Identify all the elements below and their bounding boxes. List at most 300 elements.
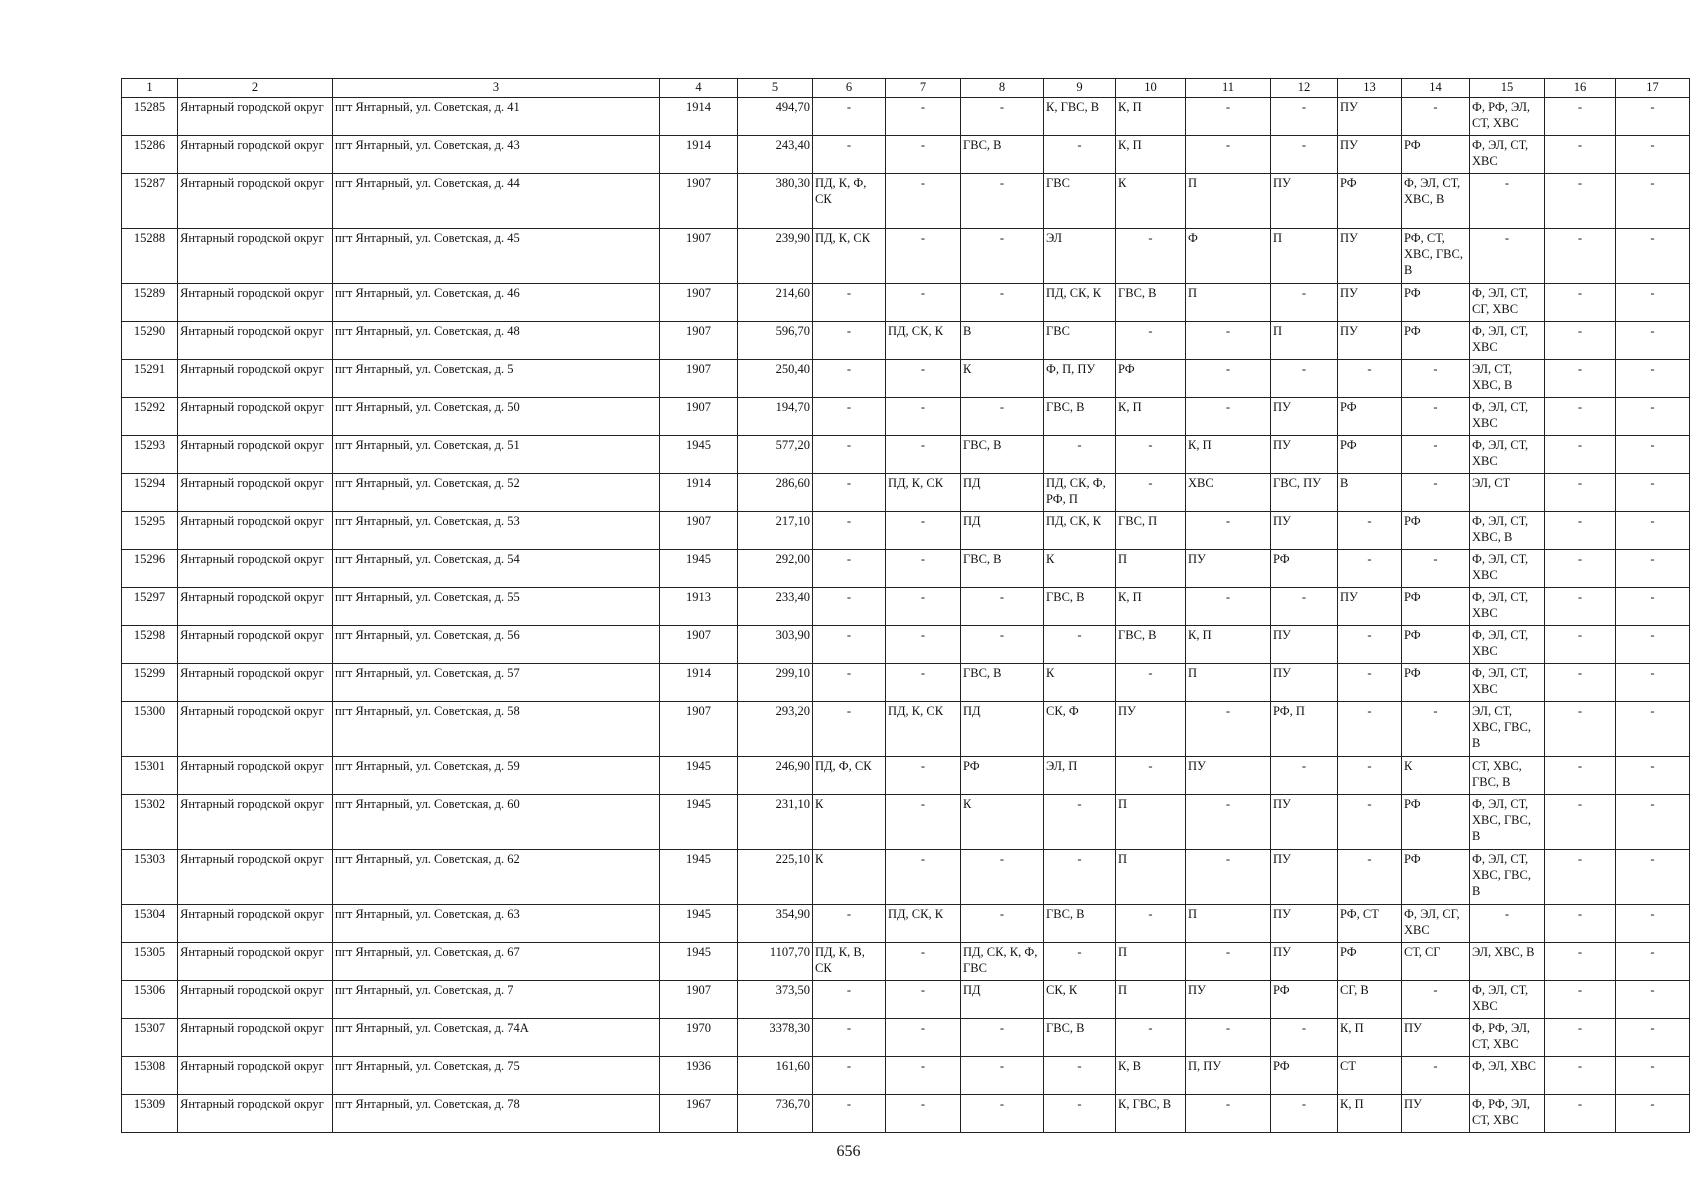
cell-col-14: РФ (1402, 850, 1470, 905)
cell-col-12: ПУ (1271, 174, 1338, 229)
cell-col-10: ПУ (1116, 702, 1186, 757)
cell-col-11: П (1186, 284, 1271, 322)
cell-col-13: ПУ (1338, 322, 1402, 360)
cell-col-11: Ф (1186, 229, 1271, 284)
cell-col-11: П (1186, 174, 1271, 229)
cell-col-14: РФ (1402, 626, 1470, 664)
cell-col-4: 1936 (660, 1057, 738, 1095)
cell-col-6: - (813, 284, 886, 322)
cell-col-17: - (1616, 626, 1690, 664)
cell-col-14: РФ (1402, 284, 1470, 322)
cell-col-13: РФ, СТ (1338, 905, 1402, 943)
cell-col-7: - (886, 98, 961, 136)
cell-col-3: пгт Янтарный, ул. Советская, д. 60 (333, 795, 660, 850)
cell-col-17: - (1616, 229, 1690, 284)
cell-col-14: К (1402, 757, 1470, 795)
cell-col-13: РФ (1338, 436, 1402, 474)
cell-col-7: - (886, 588, 961, 626)
cell-col-2: Янтарный городской округ (178, 98, 333, 136)
cell-col-6: - (813, 1095, 886, 1133)
column-header-11: 11 (1186, 79, 1271, 98)
cell-col-8: ПД (961, 474, 1044, 512)
cell-col-15: ЭЛ, СТ (1470, 474, 1545, 512)
cell-col-11: К, П (1186, 626, 1271, 664)
cell-col-11: П (1186, 664, 1271, 702)
cell-col-12: - (1271, 136, 1338, 174)
cell-col-8: ПД (961, 512, 1044, 550)
column-header-6: 6 (813, 79, 886, 98)
cell-col-13: РФ (1338, 943, 1402, 981)
cell-col-12: - (1271, 588, 1338, 626)
cell-col-6: К (813, 795, 886, 850)
cell-col-8: ГВС, В (961, 550, 1044, 588)
cell-col-10: РФ (1116, 360, 1186, 398)
cell-col-2: Янтарный городской округ (178, 757, 333, 795)
cell-col-6: - (813, 550, 886, 588)
cell-col-13: ПУ (1338, 284, 1402, 322)
cell-col-5: 161,60 (738, 1057, 813, 1095)
cell-col-4: 1945 (660, 757, 738, 795)
cell-col-4: 1907 (660, 229, 738, 284)
table-row (122, 436, 1690, 474)
cell-col-15: Ф, РФ, ЭЛ, СТ, ХВС (1470, 1095, 1545, 1133)
cell-col-2: Янтарный городской округ (178, 398, 333, 436)
cell-col-1: 15297 (122, 588, 178, 626)
cell-col-13: - (1338, 550, 1402, 588)
cell-col-1: 15292 (122, 398, 178, 436)
cell-col-17: - (1616, 588, 1690, 626)
table-row (122, 850, 1690, 905)
cell-col-8: - (961, 98, 1044, 136)
cell-col-7: - (886, 229, 961, 284)
cell-col-9: ГВС (1044, 174, 1116, 229)
cell-col-5: 293,20 (738, 702, 813, 757)
cell-col-8: ПД, СК, К, Ф, ГВС (961, 943, 1044, 981)
cell-col-4: 1907 (660, 360, 738, 398)
cell-col-9: ЭЛ, П (1044, 757, 1116, 795)
cell-col-11: - (1186, 850, 1271, 905)
table-row (122, 174, 1690, 229)
cell-col-16: - (1545, 1057, 1616, 1095)
cell-col-6: - (813, 626, 886, 664)
cell-col-12: П (1271, 322, 1338, 360)
cell-col-4: 1945 (660, 550, 738, 588)
cell-col-16: - (1545, 981, 1616, 1019)
cell-col-5: 292,00 (738, 550, 813, 588)
cell-col-9: К, ГВС, В (1044, 98, 1116, 136)
cell-col-17: - (1616, 981, 1690, 1019)
cell-col-16: - (1545, 626, 1616, 664)
cell-col-1: 15294 (122, 474, 178, 512)
cell-col-15: Ф, ЭЛ, СТ, СГ, ХВС (1470, 284, 1545, 322)
cell-col-8: ПД (961, 981, 1044, 1019)
cell-col-10: П (1116, 795, 1186, 850)
cell-col-16: - (1545, 174, 1616, 229)
cell-col-17: - (1616, 398, 1690, 436)
cell-col-2: Янтарный городской округ (178, 229, 333, 284)
cell-col-9: ГВС, В (1044, 1019, 1116, 1057)
cell-col-12: ПУ (1271, 512, 1338, 550)
cell-col-3: пгт Янтарный, ул. Советская, д. 67 (333, 943, 660, 981)
cell-col-9: К (1044, 550, 1116, 588)
cell-col-7: - (886, 943, 961, 981)
cell-col-6: - (813, 98, 886, 136)
cell-col-3: пгт Янтарный, ул. Советская, д. 54 (333, 550, 660, 588)
cell-col-17: - (1616, 795, 1690, 850)
cell-col-2: Янтарный городской округ (178, 436, 333, 474)
cell-col-16: - (1545, 664, 1616, 702)
cell-col-1: 15305 (122, 943, 178, 981)
cell-col-14: СТ, СГ (1402, 943, 1470, 981)
cell-col-6: ПД, К, Ф, СК (813, 174, 886, 229)
cell-col-6: - (813, 322, 886, 360)
cell-col-10: К, П (1116, 98, 1186, 136)
cell-col-15: ЭЛ, СТ, ХВС, ГВС, В (1470, 702, 1545, 757)
cell-col-2: Янтарный городской округ (178, 850, 333, 905)
cell-col-9: ГВС, В (1044, 588, 1116, 626)
cell-col-1: 15289 (122, 284, 178, 322)
cell-col-11: П (1186, 905, 1271, 943)
cell-col-15: - (1470, 229, 1545, 284)
cell-col-16: - (1545, 512, 1616, 550)
cell-col-11: - (1186, 512, 1271, 550)
cell-col-8: - (961, 398, 1044, 436)
cell-col-12: - (1271, 360, 1338, 398)
cell-col-3: пгт Янтарный, ул. Советская, д. 52 (333, 474, 660, 512)
cell-col-14: - (1402, 1057, 1470, 1095)
column-header-3: 3 (333, 79, 660, 98)
cell-col-10: К, П (1116, 136, 1186, 174)
cell-col-3: пгт Янтарный, ул. Советская, д. 59 (333, 757, 660, 795)
cell-col-14: РФ, СТ, ХВС, ГВС, В (1402, 229, 1470, 284)
cell-col-7: - (886, 1095, 961, 1133)
cell-col-1: 15290 (122, 322, 178, 360)
cell-col-8: К (961, 360, 1044, 398)
page-number: 656 (836, 1143, 861, 1160)
cell-col-11: - (1186, 98, 1271, 136)
cell-col-7: - (886, 626, 961, 664)
cell-col-10: - (1116, 229, 1186, 284)
cell-col-7: ПД, СК, К (886, 905, 961, 943)
table-row (122, 588, 1690, 626)
cell-col-1: 15306 (122, 981, 178, 1019)
cell-col-6: - (813, 512, 886, 550)
cell-col-9: ГВС, В (1044, 398, 1116, 436)
table-row (122, 136, 1690, 174)
cell-col-12: ПУ (1271, 943, 1338, 981)
cell-col-5: 354,90 (738, 905, 813, 943)
cell-col-5: 239,90 (738, 229, 813, 284)
cell-col-2: Янтарный городской округ (178, 1095, 333, 1133)
cell-col-2: Янтарный городской округ (178, 512, 333, 550)
cell-col-5: 250,40 (738, 360, 813, 398)
cell-col-6: - (813, 436, 886, 474)
table-row (122, 360, 1690, 398)
cell-col-14: - (1402, 474, 1470, 512)
cell-col-7: - (886, 850, 961, 905)
cell-col-11: - (1186, 702, 1271, 757)
cell-col-2: Янтарный городской округ (178, 588, 333, 626)
cell-col-10: - (1116, 474, 1186, 512)
cell-col-15: Ф, ЭЛ, ХВС (1470, 1057, 1545, 1095)
cell-col-3: пгт Янтарный, ул. Советская, д. 48 (333, 322, 660, 360)
cell-col-3: пгт Янтарный, ул. Советская, д. 44 (333, 174, 660, 229)
cell-col-4: 1914 (660, 664, 738, 702)
column-header-7: 7 (886, 79, 961, 98)
cell-col-8: - (961, 229, 1044, 284)
cell-col-8: - (961, 284, 1044, 322)
cell-col-12: РФ, П (1271, 702, 1338, 757)
cell-col-3: пгт Янтарный, ул. Советская, д. 41 (333, 98, 660, 136)
cell-col-17: - (1616, 436, 1690, 474)
cell-col-4: 1945 (660, 795, 738, 850)
cell-col-7: ПД, СК, К (886, 322, 961, 360)
cell-col-15: Ф, ЭЛ, СТ, ХВС (1470, 664, 1545, 702)
cell-col-5: 736,70 (738, 1095, 813, 1133)
cell-col-9: К (1044, 664, 1116, 702)
cell-col-17: - (1616, 757, 1690, 795)
cell-col-5: 243,40 (738, 136, 813, 174)
cell-col-15: Ф, ЭЛ, СТ, ХВС, В (1470, 512, 1545, 550)
cell-col-4: 1914 (660, 98, 738, 136)
cell-col-13: К, П (1338, 1095, 1402, 1133)
cell-col-9: - (1044, 943, 1116, 981)
cell-col-9: - (1044, 436, 1116, 474)
cell-col-7: - (886, 174, 961, 229)
cell-col-17: - (1616, 474, 1690, 512)
cell-col-12: ГВС, ПУ (1271, 474, 1338, 512)
cell-col-13: - (1338, 795, 1402, 850)
cell-col-17: - (1616, 136, 1690, 174)
cell-col-13: - (1338, 757, 1402, 795)
cell-col-16: - (1545, 850, 1616, 905)
cell-col-9: СК, Ф (1044, 702, 1116, 757)
cell-col-3: пгт Янтарный, ул. Советская, д. 46 (333, 284, 660, 322)
cell-col-8: - (961, 626, 1044, 664)
cell-col-4: 1914 (660, 136, 738, 174)
cell-col-11: ХВС (1186, 474, 1271, 512)
cell-col-5: 3378,30 (738, 1019, 813, 1057)
cell-col-5: 231,10 (738, 795, 813, 850)
cell-col-2: Янтарный городской округ (178, 360, 333, 398)
cell-col-2: Янтарный городской округ (178, 284, 333, 322)
cell-col-5: 577,20 (738, 436, 813, 474)
cell-col-12: ПУ (1271, 398, 1338, 436)
cell-col-15: Ф, ЭЛ, СТ, ХВС (1470, 398, 1545, 436)
cell-col-7: - (886, 1019, 961, 1057)
cell-col-1: 15293 (122, 436, 178, 474)
cell-col-7: - (886, 398, 961, 436)
column-number-header-row (122, 79, 1690, 98)
cell-col-10: К, П (1116, 398, 1186, 436)
cell-col-11: - (1186, 588, 1271, 626)
cell-col-13: К, П (1338, 1019, 1402, 1057)
cell-col-5: 286,60 (738, 474, 813, 512)
cell-col-12: - (1271, 757, 1338, 795)
cell-col-5: 494,70 (738, 98, 813, 136)
table-row (122, 284, 1690, 322)
cell-col-16: - (1545, 284, 1616, 322)
cell-col-3: пгт Янтарный, ул. Советская, д. 78 (333, 1095, 660, 1133)
table-row (122, 398, 1690, 436)
cell-col-1: 15298 (122, 626, 178, 664)
cell-col-10: - (1116, 757, 1186, 795)
table-row (122, 702, 1690, 757)
cell-col-3: пгт Янтарный, ул. Советская, д. 58 (333, 702, 660, 757)
cell-col-11: К, П (1186, 436, 1271, 474)
cell-col-13: - (1338, 512, 1402, 550)
cell-col-8: - (961, 905, 1044, 943)
cell-col-3: пгт Янтарный, ул. Советская, д. 55 (333, 588, 660, 626)
cell-col-15: Ф, ЭЛ, СТ, ХВС (1470, 626, 1545, 664)
table-row (122, 626, 1690, 664)
cell-col-8: В (961, 322, 1044, 360)
cell-col-4: 1907 (660, 284, 738, 322)
cell-col-8: - (961, 174, 1044, 229)
column-header-1: 1 (122, 79, 178, 98)
cell-col-10: П (1116, 943, 1186, 981)
cell-col-12: РФ (1271, 550, 1338, 588)
cell-col-8: К (961, 795, 1044, 850)
cell-col-4: 1945 (660, 905, 738, 943)
cell-col-15: Ф, ЭЛ, СТ, ХВС (1470, 981, 1545, 1019)
cell-col-17: - (1616, 284, 1690, 322)
cell-col-14: РФ (1402, 588, 1470, 626)
cell-col-9: - (1044, 1057, 1116, 1095)
cell-col-17: - (1616, 360, 1690, 398)
table-row (122, 905, 1690, 943)
cell-col-3: пгт Янтарный, ул. Советская, д. 51 (333, 436, 660, 474)
cell-col-14: РФ (1402, 664, 1470, 702)
cell-col-7: - (886, 757, 961, 795)
cell-col-6: К (813, 850, 886, 905)
cell-col-10: ГВС, П (1116, 512, 1186, 550)
column-header-5: 5 (738, 79, 813, 98)
column-header-4: 4 (660, 79, 738, 98)
cell-col-6: - (813, 398, 886, 436)
cell-col-16: - (1545, 398, 1616, 436)
table-row (122, 757, 1690, 795)
table-row (122, 1095, 1690, 1133)
cell-col-9: ПД, СК, К (1044, 512, 1116, 550)
cell-col-1: 15285 (122, 98, 178, 136)
cell-col-14: - (1402, 436, 1470, 474)
cell-col-17: - (1616, 512, 1690, 550)
cell-col-7: - (886, 136, 961, 174)
cell-col-3: пгт Янтарный, ул. Советская, д. 57 (333, 664, 660, 702)
cell-col-5: 1107,70 (738, 943, 813, 981)
column-header-9: 9 (1044, 79, 1116, 98)
cell-col-9: ЭЛ (1044, 229, 1116, 284)
cell-col-11: - (1186, 136, 1271, 174)
cell-col-14: - (1402, 550, 1470, 588)
cell-col-5: 233,40 (738, 588, 813, 626)
cell-col-7: - (886, 512, 961, 550)
cell-col-12: - (1271, 1095, 1338, 1133)
cell-col-9: ГВС, В (1044, 905, 1116, 943)
cell-col-9: - (1044, 1095, 1116, 1133)
table-row (122, 943, 1690, 981)
cell-col-12: ПУ (1271, 850, 1338, 905)
cell-col-2: Янтарный городской округ (178, 981, 333, 1019)
cell-col-10: ГВС, В (1116, 284, 1186, 322)
cell-col-6: - (813, 360, 886, 398)
cell-col-1: 15307 (122, 1019, 178, 1057)
cell-col-14: РФ (1402, 512, 1470, 550)
table-row (122, 98, 1690, 136)
cell-col-4: 1907 (660, 702, 738, 757)
cell-col-4: 1907 (660, 174, 738, 229)
cell-col-13: ПУ (1338, 229, 1402, 284)
cell-col-15: - (1470, 174, 1545, 229)
cell-col-2: Янтарный городской округ (178, 795, 333, 850)
cell-col-6: - (813, 905, 886, 943)
cell-col-4: 1907 (660, 512, 738, 550)
cell-col-16: - (1545, 1019, 1616, 1057)
cell-col-16: - (1545, 136, 1616, 174)
table-body (122, 79, 1690, 1133)
cell-col-17: - (1616, 322, 1690, 360)
cell-col-2: Янтарный городской округ (178, 1057, 333, 1095)
cell-col-15: Ф, ЭЛ, СТ, ХВС (1470, 550, 1545, 588)
cell-col-15: Ф, РФ, ЭЛ, СТ, ХВС (1470, 98, 1545, 136)
cell-col-4: 1907 (660, 626, 738, 664)
cell-col-17: - (1616, 1057, 1690, 1095)
cell-col-17: - (1616, 1019, 1690, 1057)
cell-col-15: Ф, РФ, ЭЛ, СТ, ХВС (1470, 1019, 1545, 1057)
cell-col-6: ПД, К, СК (813, 229, 886, 284)
cell-col-14: - (1402, 981, 1470, 1019)
cell-col-10: К, ГВС, В (1116, 1095, 1186, 1133)
cell-col-3: пгт Янтарный, ул. Советская, д. 43 (333, 136, 660, 174)
cell-col-1: 15291 (122, 360, 178, 398)
cell-col-9: ПД, СК, К (1044, 284, 1116, 322)
cell-col-10: П (1116, 981, 1186, 1019)
cell-col-11: ПУ (1186, 981, 1271, 1019)
cell-col-8: ПД (961, 702, 1044, 757)
cell-col-3: пгт Янтарный, ул. Советская, д. 45 (333, 229, 660, 284)
cell-col-1: 15296 (122, 550, 178, 588)
cell-col-4: 1945 (660, 436, 738, 474)
cell-col-6: - (813, 1019, 886, 1057)
cell-col-16: - (1545, 360, 1616, 398)
cell-col-12: РФ (1271, 981, 1338, 1019)
table-row (122, 1057, 1690, 1095)
cell-col-16: - (1545, 757, 1616, 795)
cell-col-1: 15309 (122, 1095, 178, 1133)
cell-col-2: Янтарный городской округ (178, 626, 333, 664)
cell-col-6: ПД, Ф, СК (813, 757, 886, 795)
cell-col-8: - (961, 1095, 1044, 1133)
cell-col-16: - (1545, 795, 1616, 850)
column-header-17: 17 (1616, 79, 1690, 98)
cell-col-7: - (886, 360, 961, 398)
cell-col-11: ПУ (1186, 550, 1271, 588)
cell-col-8: - (961, 588, 1044, 626)
table-row (122, 322, 1690, 360)
column-header-16: 16 (1545, 79, 1616, 98)
cell-col-7: ПД, К, СК (886, 474, 961, 512)
column-header-10: 10 (1116, 79, 1186, 98)
cell-col-17: - (1616, 664, 1690, 702)
cell-col-17: - (1616, 174, 1690, 229)
cell-col-10: К, П (1116, 588, 1186, 626)
cell-col-14: ПУ (1402, 1019, 1470, 1057)
cell-col-10: П (1116, 550, 1186, 588)
column-header-8: 8 (961, 79, 1044, 98)
cell-col-13: ПУ (1338, 136, 1402, 174)
cell-col-13: ПУ (1338, 98, 1402, 136)
